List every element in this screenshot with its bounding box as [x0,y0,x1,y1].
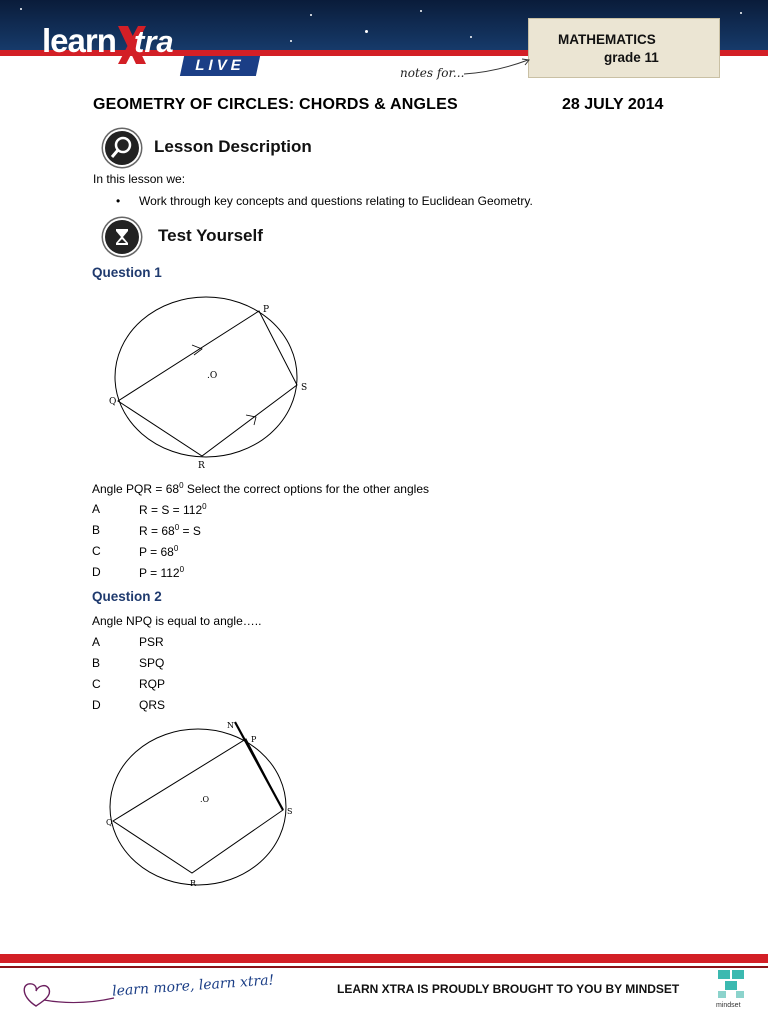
q1-option-b-text: $R = 68^0 = S$ [139,523,201,538]
label-p: P [251,735,257,744]
q2-option-d-letter: D [92,698,101,712]
q2-option-b-text: SPQ [139,656,165,670]
subject-name: MATHEMATICS [558,32,656,47]
star [420,10,422,12]
logo-learn-text: learn [42,22,116,59]
label-r: R [198,461,205,471]
label-o: .O [207,371,218,381]
logo-xtra-text: tra [134,24,174,59]
heart-icon [18,976,118,1012]
document-date: 28 JULY 2014 [562,96,664,113]
question-1-title: Question 1 [92,265,162,280]
label-s: S [301,383,308,393]
hourglass-icon [105,220,139,254]
q2-option-c-text: RQP [139,677,166,691]
label-o: .O [200,795,210,804]
q2-option-c-letter: C [92,677,101,691]
star [740,12,742,14]
q1-option-d-text: $P = 112^0$ [139,565,185,580]
footer-divider [0,966,768,968]
magnifier-icon [105,131,139,165]
q1-option-b-letter: B [92,523,101,537]
footer-tagline: learn more, learn xtra! [111,972,275,1000]
header-banner [0,0,768,90]
q2-option-b-letter: B [92,656,101,670]
footer-sponsor-text: LEARN XTRA IS PROUDLY BROUGHT TO YOU BY MINDSET [337,982,680,996]
subject-grade: grade 11 [604,50,659,65]
label-s: S [287,807,293,816]
star [470,36,472,38]
logo-live-badge: LIVE [180,56,260,76]
question-2-title: Question 2 [92,589,162,604]
notes-for-label: notes for... [400,66,465,80]
question-2-prompt: Angle NPQ is equal to angle….. [92,614,262,628]
q2-option-a-text: PSR [139,635,164,649]
question-1-diagram [100,293,315,473]
q1-option-a-letter: A [92,502,101,516]
star [365,30,368,33]
question-2-diagram [100,718,300,890]
lesson-bullet: Work through key concepts and questions relating to Euclidean Geometry. [139,194,533,208]
test-yourself-heading: Test Yourself [158,226,263,245]
q2-option-a-letter: A [92,635,101,649]
question-1-prompt: Angle PQR = $68^0$ Select the correct options for the other angles [92,481,429,496]
notes-arrow-icon [462,56,532,78]
q2-option-d-text: QRS [139,698,166,712]
label-n: N [227,721,234,730]
subject-card [528,18,720,78]
star [290,40,292,42]
document-title: GEOMETRY OF CIRCLES: CHORDS & ANGLES [93,96,458,113]
lesson-intro: In this lesson we: [93,172,186,186]
label-r: R [190,879,197,888]
mindset-logo-icon [716,968,746,1000]
q1-option-d-letter: D [92,565,101,579]
q1-option-c-text: $P = 68^0$ [139,544,179,559]
lesson-description-heading: Lesson Description [154,137,312,156]
label-q: Q [106,818,113,827]
star [20,8,22,10]
label-p: P [263,305,270,315]
star [310,14,312,16]
bullet-icon: • [116,194,121,208]
q1-option-a-text: $R = S = 112^0$ [139,502,207,517]
mindset-brand-label: mindset [716,1002,741,1009]
q1-option-c-letter: C [92,544,101,558]
label-q: Q [109,397,117,407]
footer-red-stripe [0,954,768,963]
